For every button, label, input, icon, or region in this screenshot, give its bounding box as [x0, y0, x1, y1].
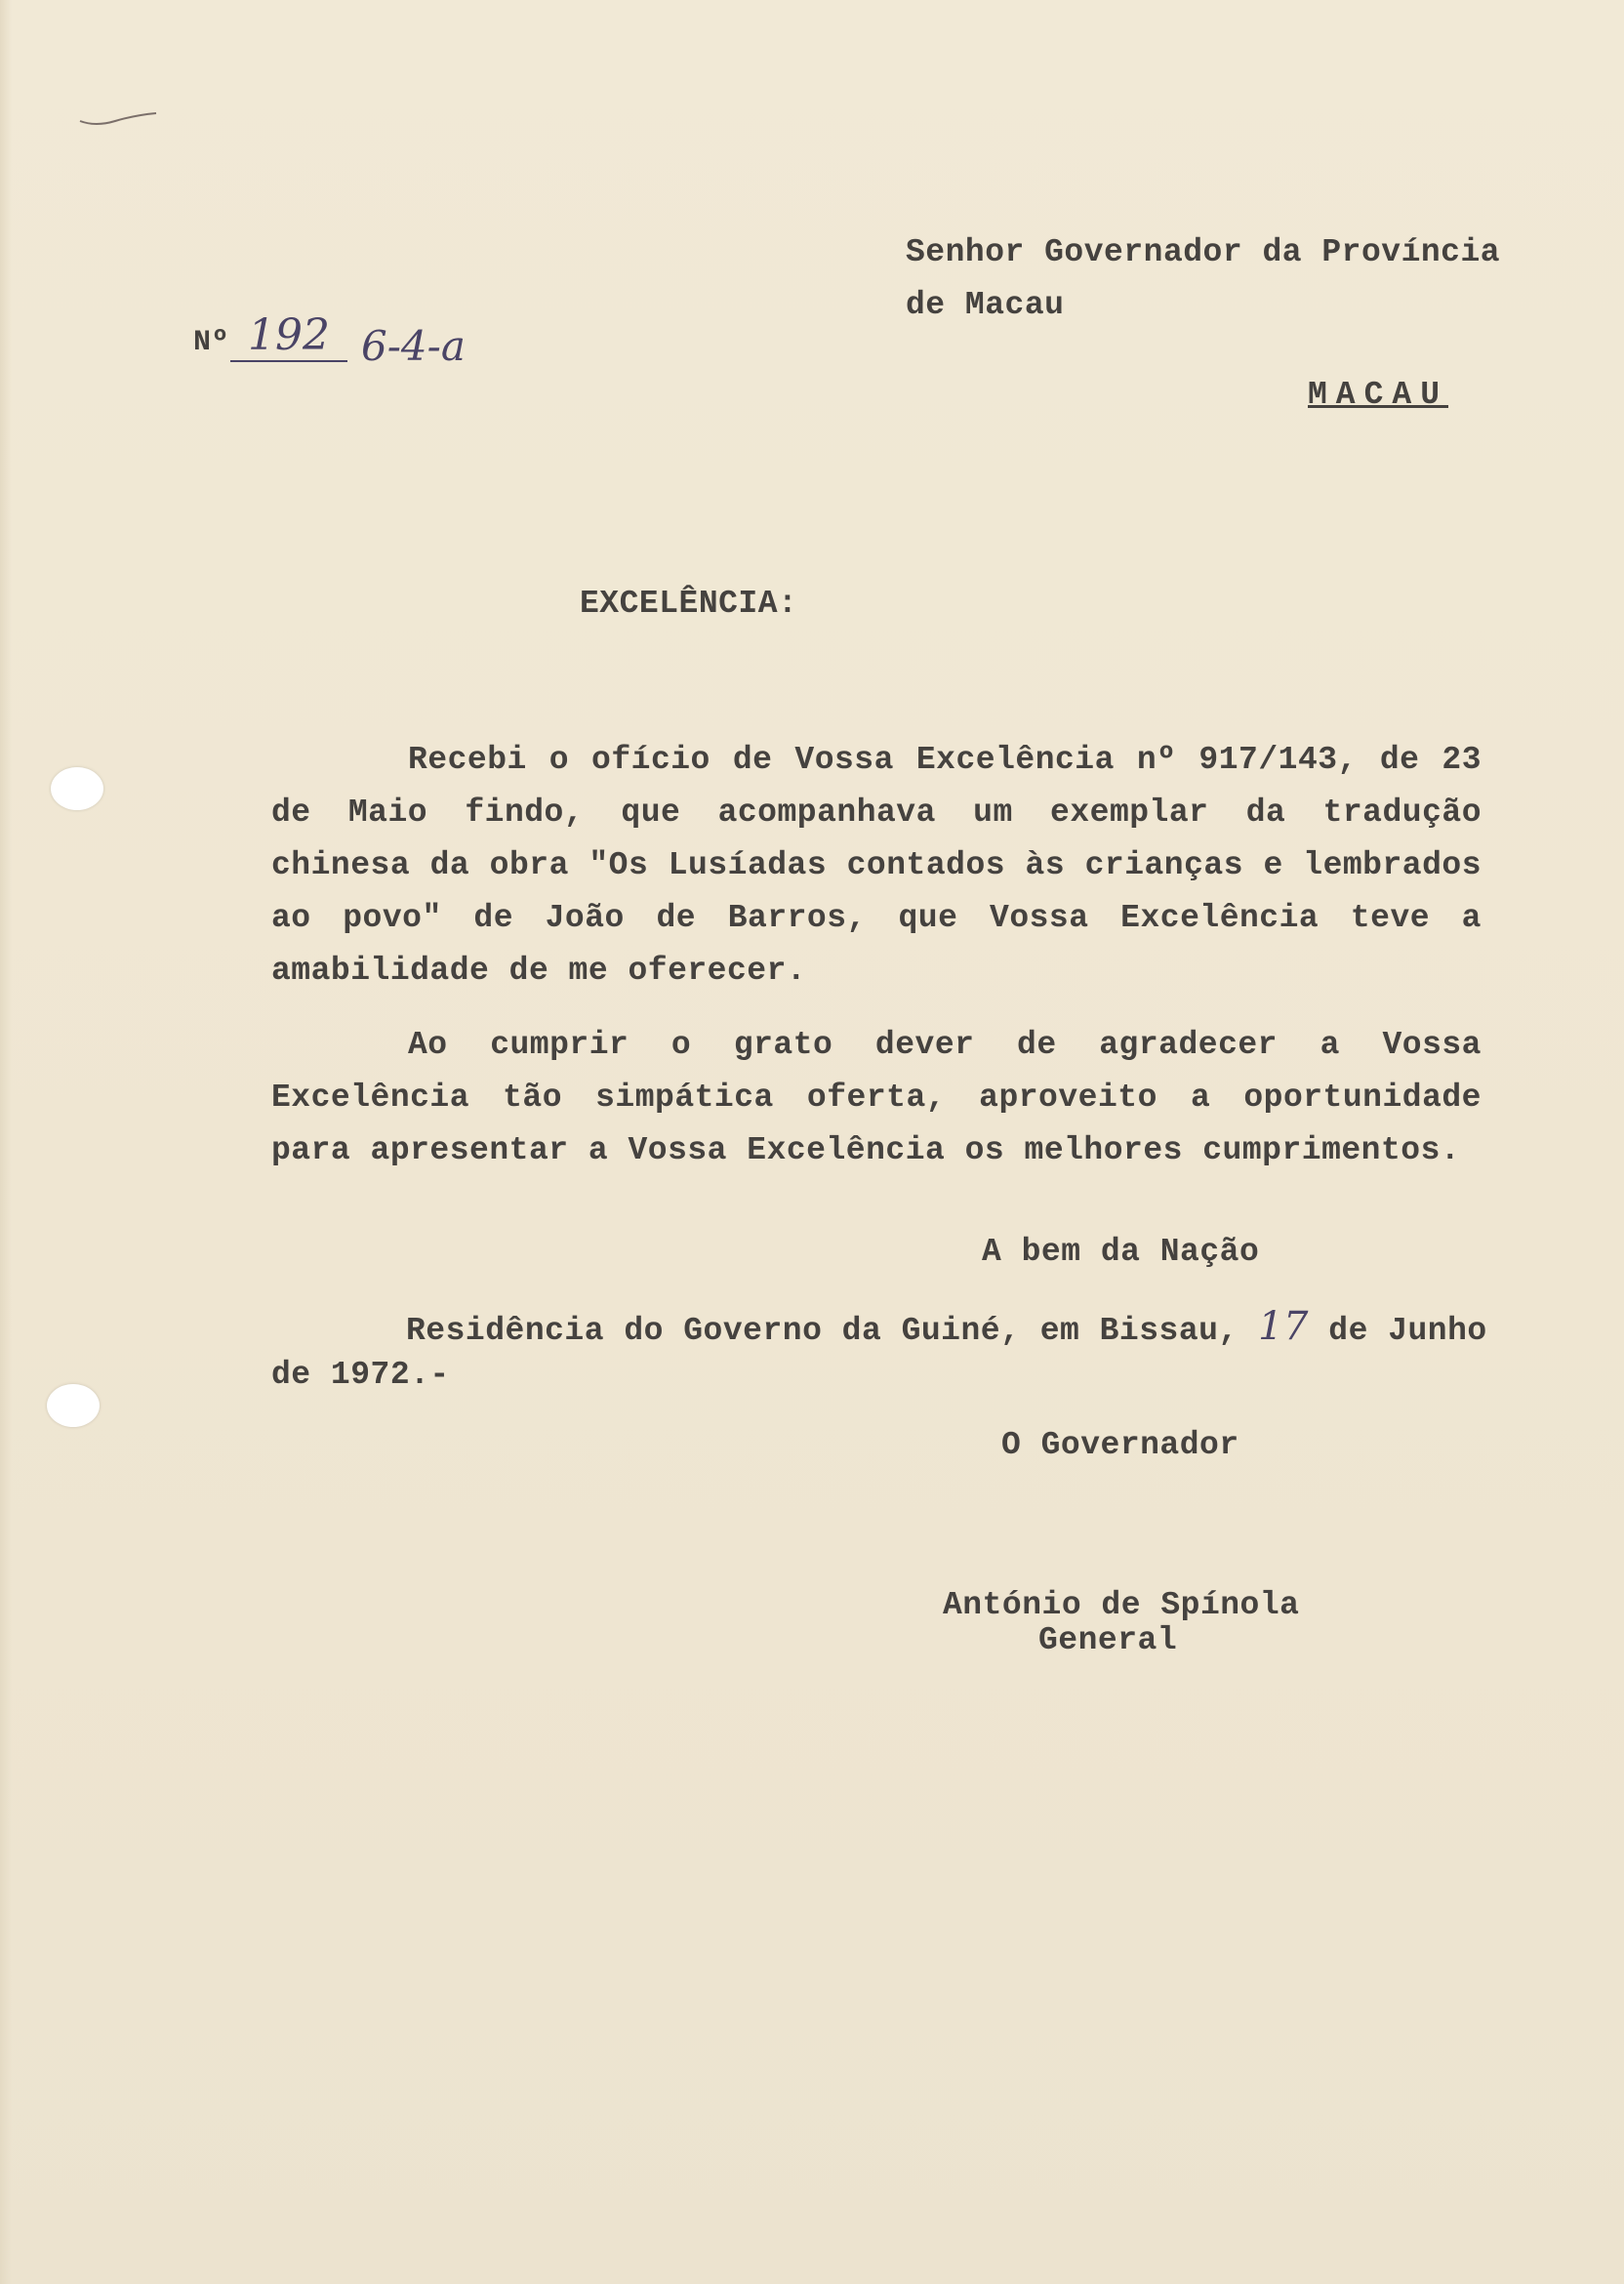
page-edge-shadow: [0, 0, 12, 2284]
punch-hole-top: [51, 767, 103, 810]
dateline-month: de Junho: [1328, 1313, 1487, 1349]
salutation: EXCELÊNCIA:: [580, 586, 798, 622]
dateline-day: 17: [1258, 1304, 1309, 1349]
signature-rank: General: [1038, 1622, 1178, 1658]
signature-name: António de Spínola: [943, 1587, 1300, 1623]
recipient-line-1: Senhor Governador da Província: [906, 234, 1501, 270]
signature-title: O Governador: [1001, 1427, 1239, 1463]
body-paragraph-2-text: Ao cumprir o grato dever de agradecer a Vossa Excelência tão simpática oferta, aproveito a oportunidade para apresentar a Vossa Excelência os melhores cumprimentos.: [271, 1027, 1482, 1168]
body-paragraph-2: [271, 1019, 1482, 1177]
body-paragraph-1-text: Recebi o ofício de Vossa Excelência nº 917/143, de 23 de Maio findo, que acompanhava um exemplar da tradução chinesa da obra "Os Lusíadas contados às crianças e lembrados ao povo" de João de Barros, que Vossa Excelência teve a amabilidade de me oferecer.: [271, 742, 1482, 989]
dateline-place: Residência do Governo da Guiné, em Bissau,: [406, 1313, 1238, 1349]
dateline-year: de 1972.-: [271, 1357, 450, 1393]
body-paragraph-1: [271, 734, 1482, 998]
reference-date: 6-4-a: [361, 322, 466, 370]
reference-prefix: Nº: [193, 326, 230, 359]
recipient-city: MACAU: [1308, 377, 1449, 413]
closing-formula: A bem da Nação: [982, 1234, 1260, 1270]
reference-number: 192: [230, 310, 347, 362]
recipient-line-2: de Macau: [906, 287, 1065, 323]
dateline: [406, 1304, 1487, 1349]
punch-hole-bottom: [47, 1384, 100, 1427]
ink-mark: [76, 102, 164, 131]
